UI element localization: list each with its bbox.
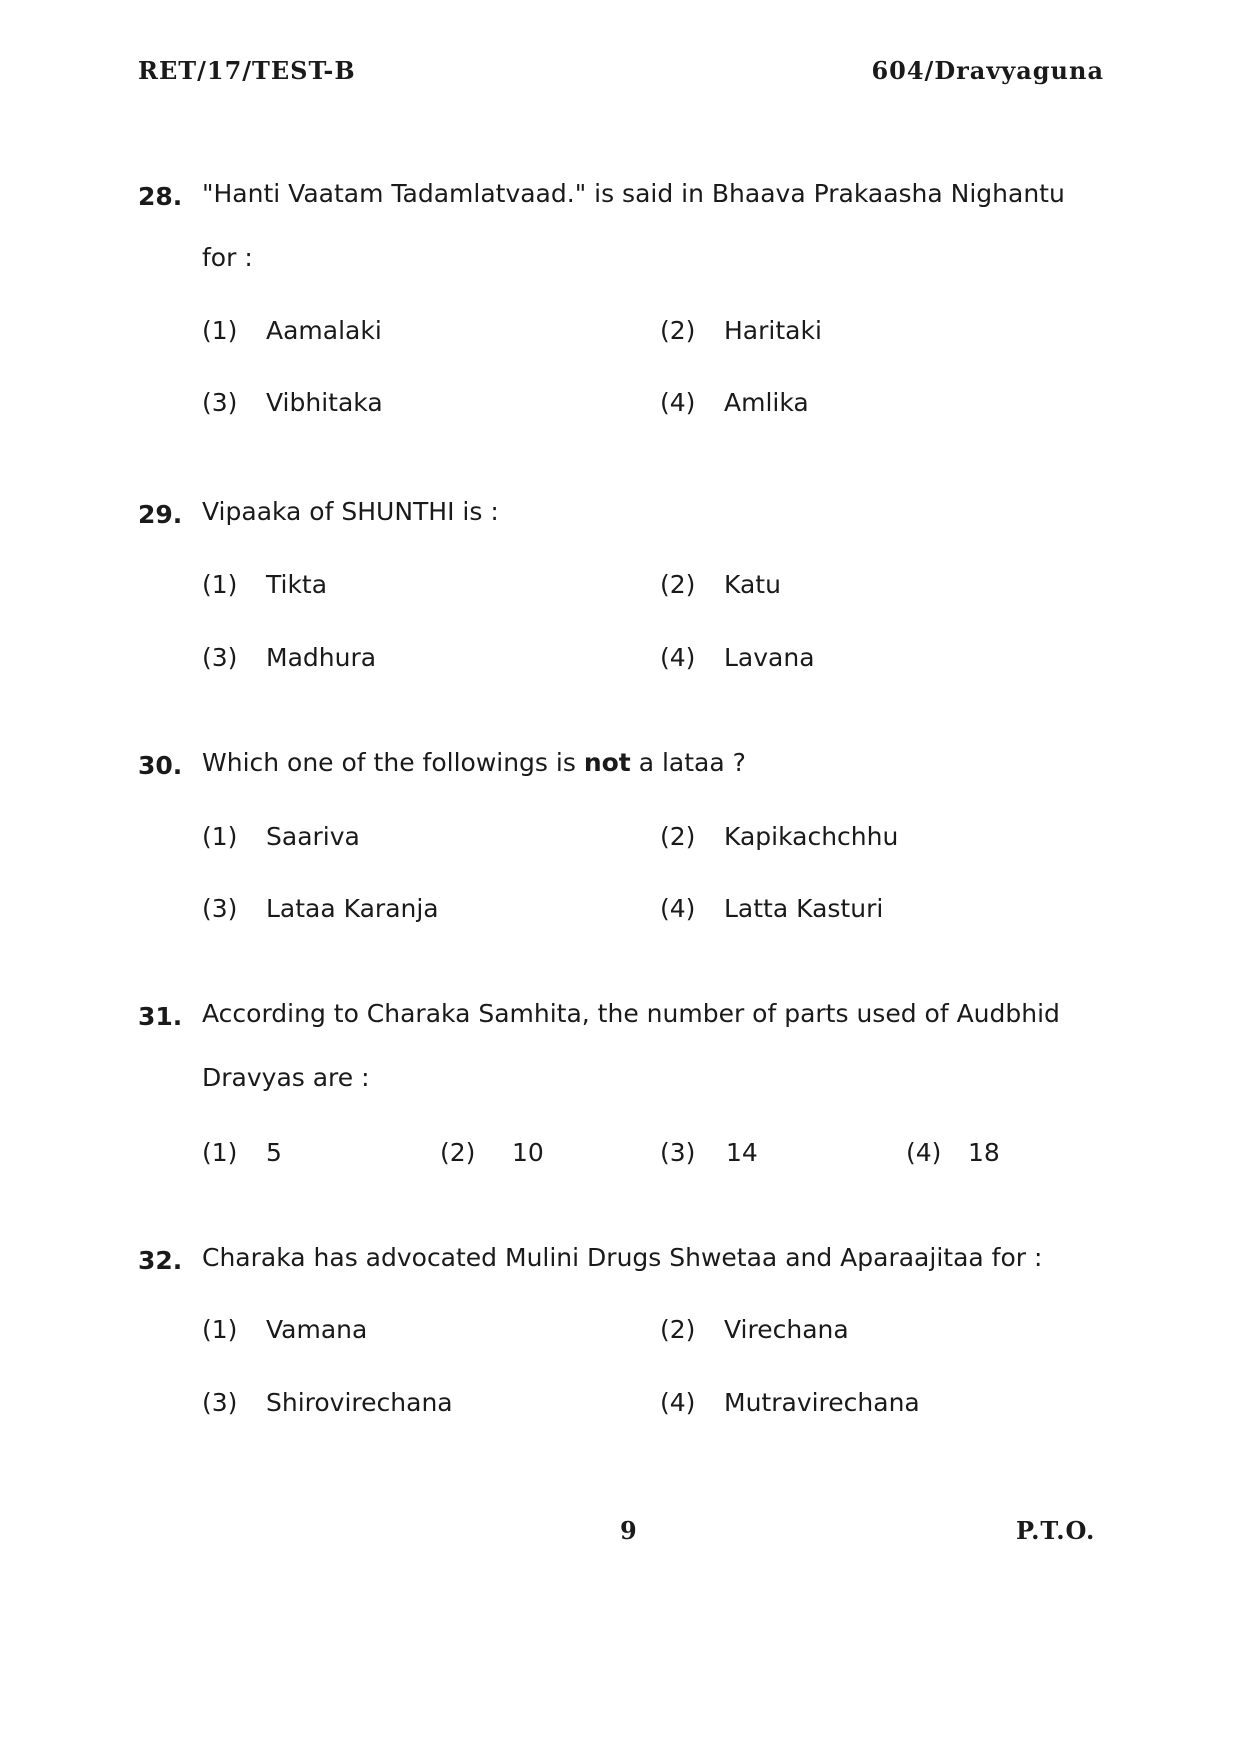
option-4: (4) Mutravirechana — [660, 1388, 920, 1417]
option-4: (4) Lavana — [660, 643, 815, 672]
test-code: RET/17/TEST-B — [138, 56, 356, 85]
question-number: 29. — [138, 500, 183, 529]
question-text: According to Charaka Samhita, the number of parts used of Audbhid Dravyas are : — [202, 999, 1060, 1092]
question-text: Which one of the followings is not a lataa ? — [202, 748, 746, 777]
option-4: (4) Latta Kasturi — [660, 894, 884, 923]
page-footer — [0, 1516, 1240, 1556]
question-number: 30. — [138, 751, 183, 780]
option-1: (1) Tikta — [202, 570, 328, 599]
please-turn-over: P.T.O. — [1016, 1516, 1096, 1545]
page-number: 9 — [620, 1516, 637, 1545]
question-text: Charaka has advocated Mulini Drugs Shwetaa and Aparaajitaa for : — [202, 1243, 1043, 1272]
option-3: (3) Shirovirechana — [202, 1388, 453, 1417]
option-2: (2) 10 — [440, 1138, 544, 1167]
question-text: Vipaaka of SHUNTHI is : — [202, 497, 499, 526]
option-1: (1) Saariva — [202, 822, 360, 851]
option-3: (3) Madhura — [202, 643, 377, 672]
subject-code: 604/Dravyaguna — [871, 56, 1104, 85]
option-3: (3) Lataa Karanja — [202, 894, 439, 923]
question-text: "Hanti Vaatam Tadamlatvaad." is said in Bhaava Prakaasha Nighantu for : — [202, 179, 1065, 272]
emphasis-not: not — [583, 748, 631, 777]
question-number: 28. — [138, 182, 183, 211]
option-2: (2) Virechana — [660, 1315, 849, 1344]
option-2: (2) Kapikachchhu — [660, 822, 899, 851]
option-1: (1) Aamalaki — [202, 316, 382, 345]
option-2: (2) Haritaki — [660, 316, 822, 345]
option-4: (4) Amlika — [660, 388, 809, 417]
page-header — [138, 56, 1104, 96]
option-3: (3) Vibhitaka — [202, 388, 383, 417]
question-number: 31. — [138, 1002, 183, 1031]
option-1: (1) 5 — [202, 1138, 282, 1167]
option-4: (4) 18 — [906, 1138, 1000, 1167]
option-2: (2) Katu — [660, 570, 781, 599]
option-1: (1) Vamana — [202, 1315, 368, 1344]
question-number: 32. — [138, 1246, 183, 1275]
option-3: (3) 14 — [660, 1138, 758, 1167]
